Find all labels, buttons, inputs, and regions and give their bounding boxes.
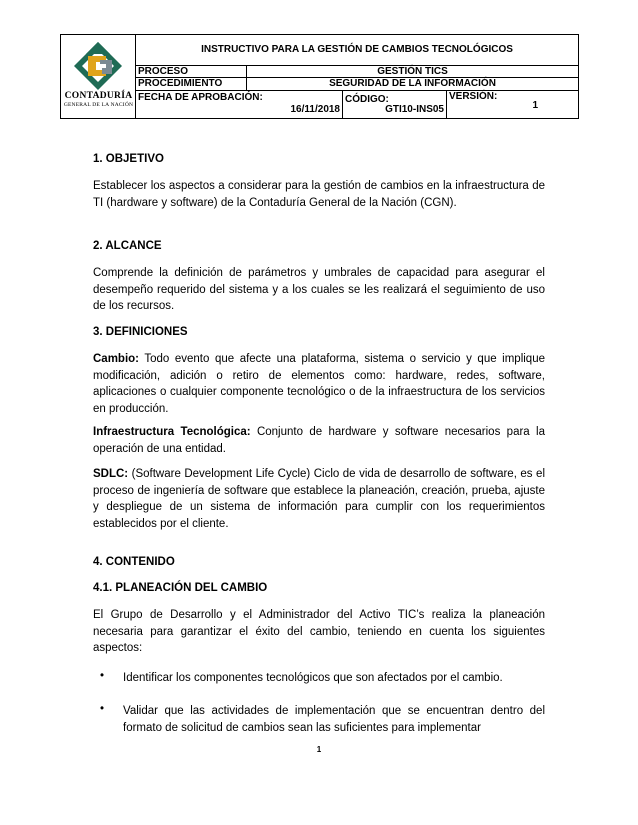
section-definiciones-heading: 3. DEFINICIONES — [93, 326, 188, 338]
procedimiento-row — [136, 78, 578, 91]
proceso-value-cell — [247, 66, 578, 77]
logo-subtitle: GENERAL DE LA NACIÓN — [63, 102, 134, 108]
definition-cambio-term: Cambio: — [93, 353, 139, 365]
definition-infraestructura — [93, 424, 545, 457]
definition-sdlc-text: (Software Development Life Cycle) Ciclo de vida de desarrollo de software, es el proceso de ingeniería de software que establece la planeación, creación, prueba, ajuste y despliegue de un sistema de información para cumplir con los requerimientos establecidos por el cliente. — [93, 468, 545, 530]
proceso-label: PROCESO — [138, 66, 189, 77]
procedimiento-value: SEGURIDAD DE LA INFORMACIÓN — [329, 78, 496, 89]
logo-cell — [61, 35, 136, 118]
codigo-cell — [343, 91, 446, 118]
list-item: Identificar los componentes tecnológicos que son afectados por el cambio. — [123, 672, 503, 684]
fecha-value: 16/11/2018 — [290, 104, 340, 115]
section-objetivo-heading: 1. OBJETIVO — [93, 153, 164, 165]
fecha-row — [136, 91, 578, 118]
section-alcance-heading: 2. ALCANCE — [93, 240, 162, 252]
list-item: Validar que las actividades de implementación que se encuentran dentro del formato de solicitud de cambios sean las suficientes para implementar — [123, 705, 545, 734]
logo-name: CONTADURÍA — [64, 91, 133, 101]
version-cell — [447, 91, 578, 118]
section-planeacion-heading: 4.1. PLANEACIÓN DEL CAMBIO — [93, 582, 268, 594]
procedimiento-label-cell — [136, 78, 246, 90]
document-header-table — [60, 34, 579, 119]
definition-cambio — [93, 351, 545, 417]
section-alcance-text: Comprende la definición de parámetros y umbrales de capacidad para asegurar el desempeño requerido del sistema y a los cuales se les realizará el seguimiento de uso de los recursos. — [93, 267, 545, 312]
procedimiento-label: PROCEDIMIENTO — [138, 78, 223, 89]
proceso-label-cell — [136, 66, 246, 77]
definition-cambio-text: Todo evento que afecte una plataforma, sistema o servicio y que implique modificación, adición o retiro de elementos como: hardware, redes, software, aplicaciones o cualquier componente tecnológico o de la infraestructura de los servicios en producción. — [93, 353, 545, 415]
document-title: INSTRUCTIVO PARA LA GESTIÓN DE CAMBIOS TECNOLÓGICOS — [201, 44, 513, 55]
cgn-logo-icon — [72, 40, 124, 92]
header-title-row — [136, 35, 578, 66]
bullet-marker: • — [100, 670, 105, 682]
bullet-marker: • — [100, 703, 105, 715]
codigo-value: GTI10-INS05 — [385, 104, 444, 115]
version-value: 1 — [532, 100, 538, 111]
page-number: 1 — [316, 745, 322, 754]
fecha-cell — [136, 91, 342, 118]
section-contenido-heading: 4. CONTENIDO — [93, 556, 175, 568]
procedimiento-value-cell — [247, 78, 578, 90]
fecha-label: FECHA DE APROBACIÓN: — [138, 92, 263, 103]
definition-sdlc — [93, 466, 545, 532]
definition-sdlc-term: SDLC: — [93, 468, 129, 480]
proceso-row — [136, 66, 578, 78]
section-objetivo-text: Establecer los aspectos a considerar para la gestión de cambios en la infraestructura de TI (hardware y software) de la Contaduría General de la Nación (CGN). — [93, 180, 545, 209]
section-planeacion-text: El Grupo de Desarrollo y el Administrador del Activo TIC’s realiza la planeación necesaria para garantizar el éxito del cambio, teniendo en cuenta los siguientes aspectos: — [93, 609, 545, 654]
version-label: VERSIÓN: — [449, 91, 498, 102]
definition-infraestructura-term: Infraestructura Tecnológica: — [93, 426, 251, 438]
proceso-value: GESTIÓN TICS — [377, 66, 448, 77]
codigo-label: CÓDIGO: — [345, 94, 389, 105]
definition-infraestructura-text: Conjunto de hardware y software necesarios para la operación de una entidad. — [93, 426, 545, 455]
